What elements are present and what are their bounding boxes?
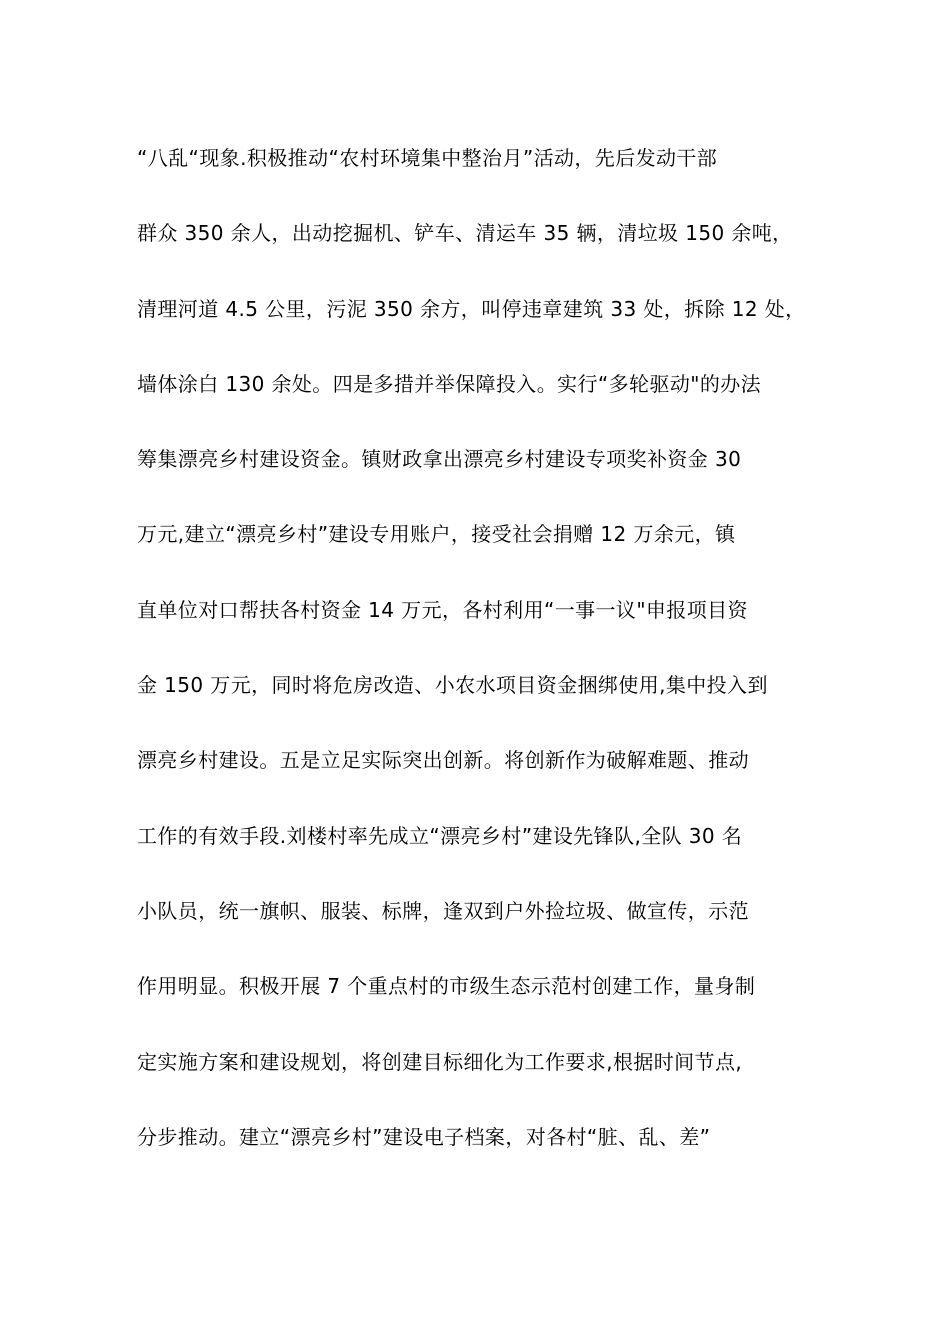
text-line: 筹集漂亮乡村建设资金。镇财政拿出漂亮乡村建设专项奖补资金 30 [137,447,742,472]
text-line: 工作的有效手段.刘楼村率先成立“漂亮乡村”建设先锋队,全队 30 名 [137,823,743,848]
text-line: 群众 350 余人，出动挖掘机、铲车、清运车 35 辆，清垃圾 150 余吨， [137,221,793,246]
text-line: 金 150 万元，同时将危房改造、小农水项目资金捆绑使用,集中投入到 [137,673,768,698]
text-line: 作用明显。积极开展 7 个重点村的市级生态示范村创建工作，量身制 [137,974,756,999]
text-line: 分步推动。建立“漂亮乡村”建设电子档案，对各村“脏、乱、差” [137,1124,711,1149]
text-line: 小队员，统一旗帜、服装、标牌，逢双到户外捡垃圾、做宣传，示范 [137,898,749,923]
text-line: 漂亮乡村建设。五是立足实际突出创新。将创新作为破解难题、推动 [137,748,749,773]
body-paragraph [137,138,837,1192]
text-line: 墙体涂白 130 余处。四是多措并举保障投入。实行“多轮驱动"的办法 [137,371,762,396]
text-line: 直单位对口帮扶各村资金 14 万元，各村利用“一事一议"申报项目资 [137,597,748,622]
text-line: “八乱“现象.积极推动“农村环境集中整治月”活动，先后发动干部 [137,146,718,170]
text-line: 定实施方案和建设规划，将创建目标细化为工作要求,根据时间节点, [137,1049,743,1074]
text-line: 清理河道 4.5 公里，污泥 350 余方，叫停违章建筑 33 处，拆除 12 处， [137,296,806,321]
text-line: 万元,建立“漂亮乡村”建设专用账户，接受社会捐赠 12 万余元，镇 [137,522,736,547]
